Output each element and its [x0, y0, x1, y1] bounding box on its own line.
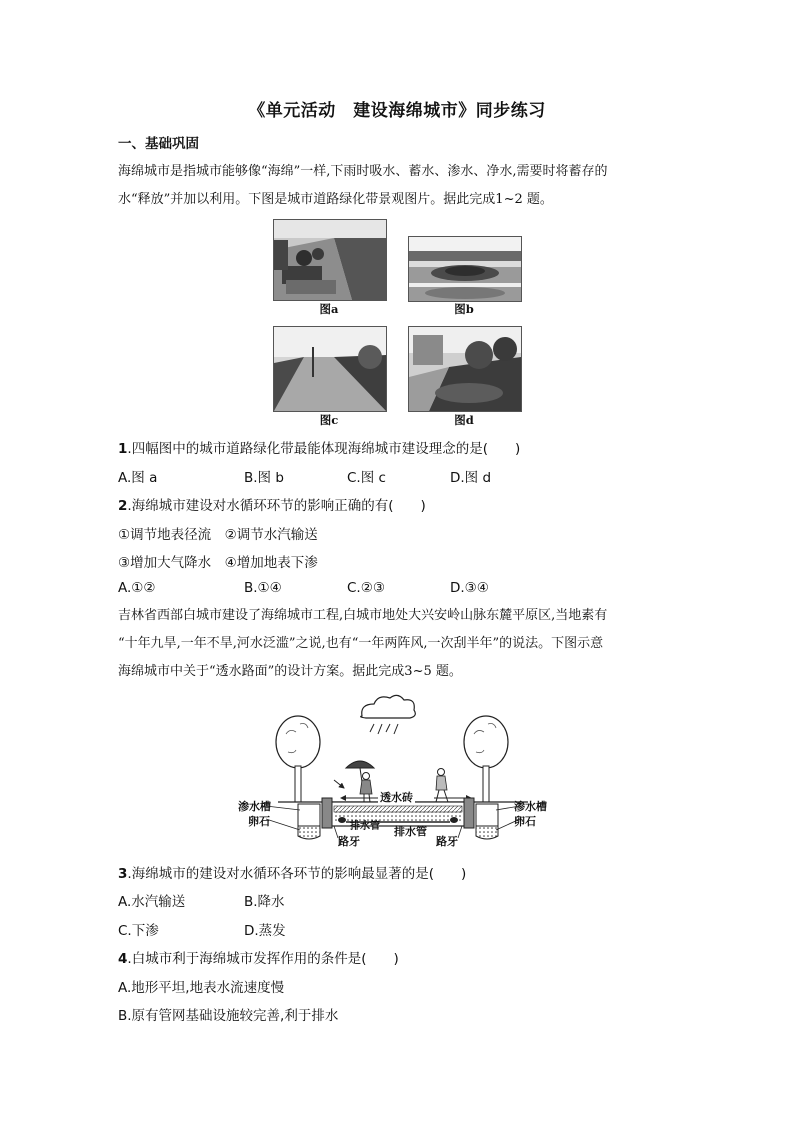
option-1b: B.图 b [244, 470, 284, 486]
question-text: .海绵城市的建设对水循环各环节的影响最显著的是( ) [127, 866, 467, 882]
label-permeable-brick: 透水砖 [380, 791, 413, 804]
option-4a: A.地形平坦,地表水流速度慢 [118, 980, 285, 996]
option-1c: C.图 c [347, 470, 386, 486]
intro-line: 水“释放”并加以利用。下图是城市道路绿化带景观图片。据此完成1~2 题。 [118, 192, 553, 207]
option-3c: C.下渗 [118, 923, 159, 939]
option-2d: D.③④ [450, 580, 489, 596]
photo-c [273, 326, 387, 412]
option-3d: D.蒸发 [244, 923, 286, 939]
figure-caption-d: 图d [454, 413, 474, 427]
label-curb-left: 路牙 [338, 835, 360, 848]
statement-line-2: ③增加大气降水 ④增加地表下渗 [118, 555, 318, 571]
question-1 [118, 437, 520, 457]
label-gravel-right: 卵石 [514, 815, 536, 828]
option-4b: B.原有管网基础设施较完善,利于排水 [118, 1008, 339, 1024]
option-1a: A.图 a [118, 470, 158, 486]
label-drain-pipe-2: 排水管 [394, 825, 427, 838]
photo-b [408, 236, 522, 302]
figure-caption-b: 图b [454, 302, 474, 316]
option-3b: B.降水 [244, 894, 285, 910]
figure-caption-a: 图a [319, 302, 339, 316]
tree-right-icon [464, 716, 508, 802]
question-number: 4 [118, 951, 128, 967]
photo-d [408, 326, 522, 412]
option-3a: A.水汽输送 [118, 894, 186, 910]
question-text: .白城市利于海绵城市发挥作用的条件是( ) [127, 951, 399, 967]
option-2c: C.②③ [347, 580, 385, 596]
option-2a: A.①② [118, 580, 156, 596]
question-number: 1 [118, 441, 128, 457]
rain-cloud-icon [361, 695, 416, 734]
statement-line-1: ①调节地表径流 ②调节水汽输送 [118, 527, 318, 543]
question-number: 2 [118, 498, 128, 514]
person-walking-icon [436, 769, 448, 803]
section-heading: 一、基础巩固 [118, 136, 199, 152]
label-seep-trough-left: 渗水槽 [238, 800, 271, 813]
label-curb-right: 路牙 [436, 835, 458, 848]
label-seep-trough-right: 渗水槽 [514, 800, 547, 813]
tree-left-icon [276, 716, 320, 802]
intro-paragraph-1 [118, 158, 678, 214]
figure-caption-c: 图c [319, 413, 339, 427]
question-3 [118, 862, 466, 882]
pavement-diagram [238, 694, 558, 850]
label-gravel-left: 卵石 [248, 815, 270, 828]
photo-a [273, 219, 387, 301]
question-text: .四幅图中的城市道路绿化带最能体现海绵城市建设理念的是( ) [127, 441, 521, 457]
label-drain-pipe-1: 排水管 [350, 821, 380, 832]
intro-paragraph-2 [118, 602, 678, 686]
intro-line: 海绵城市中关于“透水路面”的设计方案。据此完成3~5 题。 [118, 664, 462, 679]
intro-line: 海绵城市是指城市能够像“海绵”一样,下雨时吸水、蓄水、渗水、净水,需要时将蓄存的 [118, 164, 608, 179]
question-number: 3 [118, 866, 128, 882]
question-4 [118, 947, 399, 967]
question-text: .海绵城市建设对水循环环节的影响正确的有( ) [127, 498, 426, 514]
intro-line: 吉林省西部白城市建设了海绵城市工程,白城市地处大兴安岭山脉东麓平原区,当地素有 [118, 608, 608, 623]
page-title: 《单元活动 建设海绵城市》同步练习 [248, 101, 546, 121]
option-2b: B.①④ [244, 580, 282, 596]
intro-line: “十年九旱,一年不旱,河水泛滥”之说,也有“一年两阵风,一次刮半年”的说法。下图示意 [118, 636, 604, 651]
person-umbrella-icon [346, 761, 374, 802]
option-1d: D.图 d [450, 470, 492, 486]
question-2 [118, 494, 426, 514]
